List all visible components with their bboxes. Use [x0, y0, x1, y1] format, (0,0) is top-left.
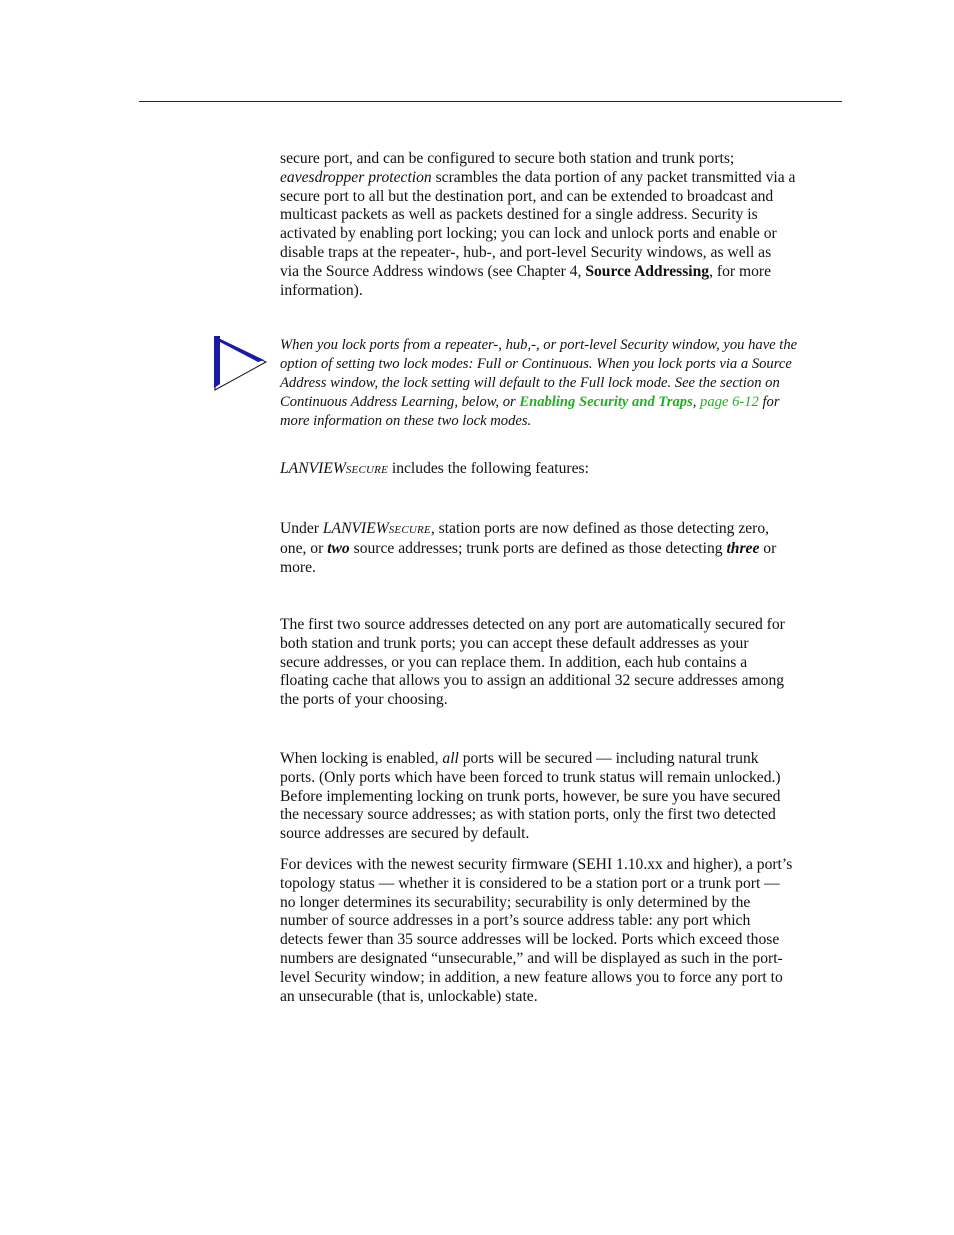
firmware-paragraph: For devices with the newest security firmware (SEHI 1.10.xx and higher), a port’s topology status — whether it is considered to be a station port or a trunk port — no longer determines its securability; securability is only determined by the number of source addresses in a port’s source address table: any port which detects fewer than 35 source addresses will be locked. Ports which exceed those numbers are designated “unsecurable,” and will be displayed as such in the port- level Security window; in addition, a new feature allows you to force any port to an unsecurable (that is, unlockable) state. [280, 856, 793, 1005]
secure-addresses-paragraph: The first two source addresses detected on any port are automatically secured for both station and trunk ports; you can accept these default addresses as your secure addresses, or you can replace them. In addition, each hub contains a floating cache that allows you to assign an additional 32 secure addresses among the ports of your choosing. [280, 616, 785, 709]
header-rule [139, 101, 842, 102]
enabling-security-link[interactable]: Enabling Security and Traps [519, 394, 693, 410]
source-addressing-ref: Source Addressing [585, 262, 710, 280]
lock-mode-note: When you lock ports from a repeater-, hub,-, or port-level Security window, you have the option of setting two lock modes: Full or Continuous. When you lock ports via a Source Address window, the lock setting will default to the Full lock mode. See the section on Continuous Address Learning, below, or Enabling Security and Traps, page 6-12 for more information on these two lock modes. [280, 337, 798, 429]
features-intro: LANVIEWSECURE includes the following features: [280, 460, 589, 477]
locking-paragraph: When locking is enabled, all ports will be secured — including natural trunk ports. (Only ports which have been forced to trunk status will remain unlocked.) Before implementing locking on trunk ports, however, be sure you have secured the necessary source addresses; as with station ports, only the first two detected source addresses are secured by default. [280, 750, 781, 843]
station-ports-paragraph: Under LANVIEWSECURE, station ports are now defined as those detecting zero, one, or two source addresses; trunk ports are defined as those detecting three or more. [280, 520, 777, 576]
intro-paragraph: secure port, and can be configured to secure both station and trunk ports; eavesdropper protection scrambles the data portion of any packet transmitted via a secure port to all but the destination port, and can be extended to broadcast and multicast packets as well as packets destined for a single address. Security is activated by enabling port locking; you can lock and unlock ports and enable or disable traps at the repeater-, hub-, and port-level Security windows, as well as via the Source Address windows (see Chapter 4, Source Addressing, for more information). [280, 150, 796, 299]
page-ref-link[interactable]: page 6-12 [700, 394, 759, 410]
note-arrow-icon [212, 334, 268, 392]
